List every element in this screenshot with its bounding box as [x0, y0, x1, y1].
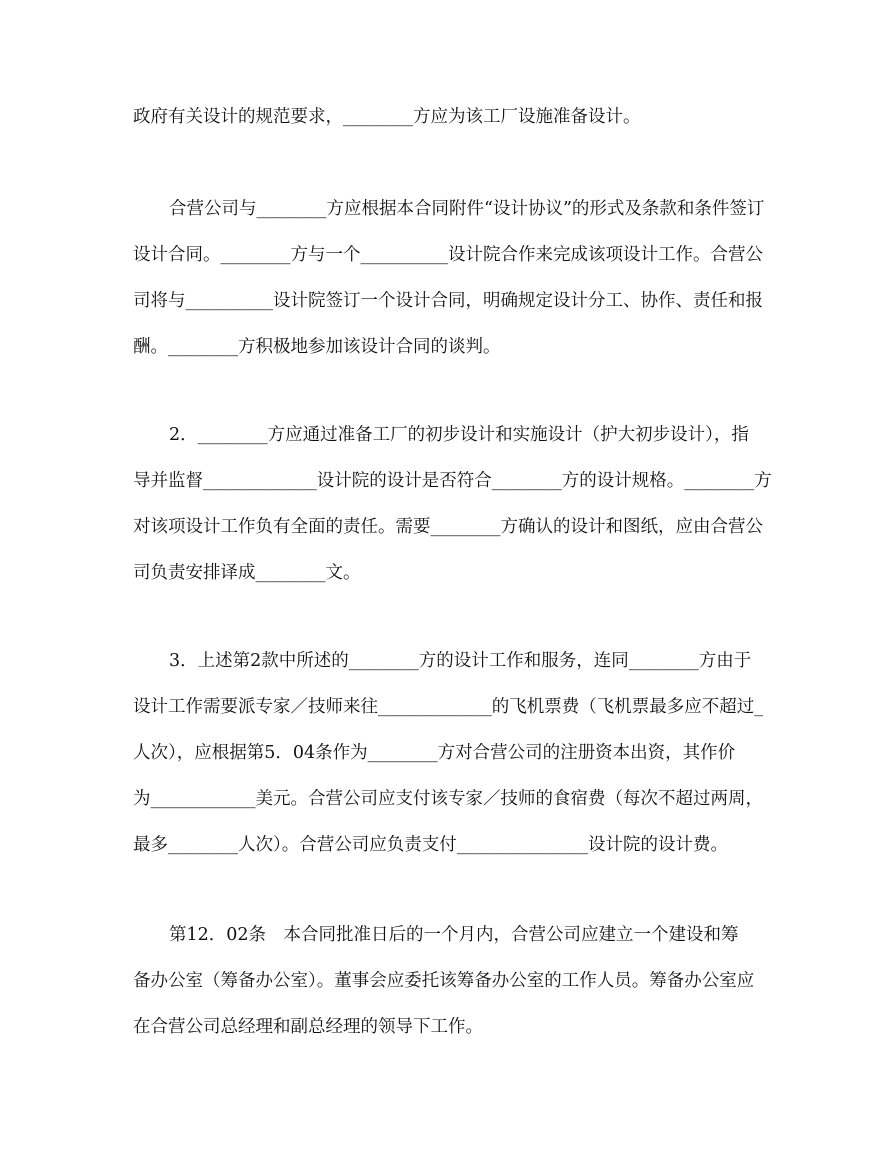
paragraph-item-3	[133, 638, 773, 868]
text-line: 设计工作需要派专家／技师来往_____________的飞机票费（飞机票最多应不超过_	[133, 697, 763, 717]
text-line: 为____________美元。合营公司应支付该专家／技师的食宿费（每次不超过两周，	[133, 789, 763, 809]
text-line: 备办公室（筹备办公室）。董事会应委托该筹备办公室的工作人员。筹备办公室应	[133, 971, 755, 991]
text-line: 酬。________方积极地参加该设计合同的谈判。	[133, 337, 501, 357]
text-line: 合营公司与________方应根据本合同附件“设计协议”的形式及条款和条件签订	[169, 199, 765, 219]
text-line: 导并监督_____________设计院的设计是否符合________方的设计规格。________方	[133, 471, 772, 491]
text-line: 对该项设计工作负有全面的责任。需要________方确认的设计和图纸，应由合营公	[133, 517, 763, 537]
text-line: 人次），应根据第5．04条作为________方对合营公司的注册资本出资，其作价	[133, 743, 736, 763]
paragraph-design-norms	[133, 94, 773, 140]
text-line: 在合营公司总经理和副总经理的领导下工作。	[133, 1017, 483, 1037]
text-line: 司负责安排译成________文。	[133, 563, 361, 583]
text-line: 第12．02条 本合同批准日后的一个月内，合营公司应建立一个建设和筹	[169, 925, 739, 945]
text-line: 最多________人次）。合营公司应负责支付_______________设计院的设计费。	[133, 835, 728, 855]
text-line: 2．________方应通过准备工厂的初步设计和实施设计（护大初步设计），指	[169, 425, 749, 445]
text-line: 政府有关设计的规范要求，________方应为该工厂设施准备设计。	[133, 107, 641, 127]
text-line: 3．上述第2款中所述的________方的设计工作和服务，连同________方由于	[169, 651, 752, 671]
paragraph-article-12-02	[133, 912, 773, 1050]
paragraph-item-2	[133, 412, 773, 596]
paragraph-design-contract	[133, 186, 773, 370]
text-line: 设计合同。________方与一个__________设计院合作来完成该项设计工作。合营公	[133, 245, 763, 265]
text-line: 司将与__________设计院签订一个设计合同，明确规定设计分工、协作、责任和报	[133, 291, 763, 311]
